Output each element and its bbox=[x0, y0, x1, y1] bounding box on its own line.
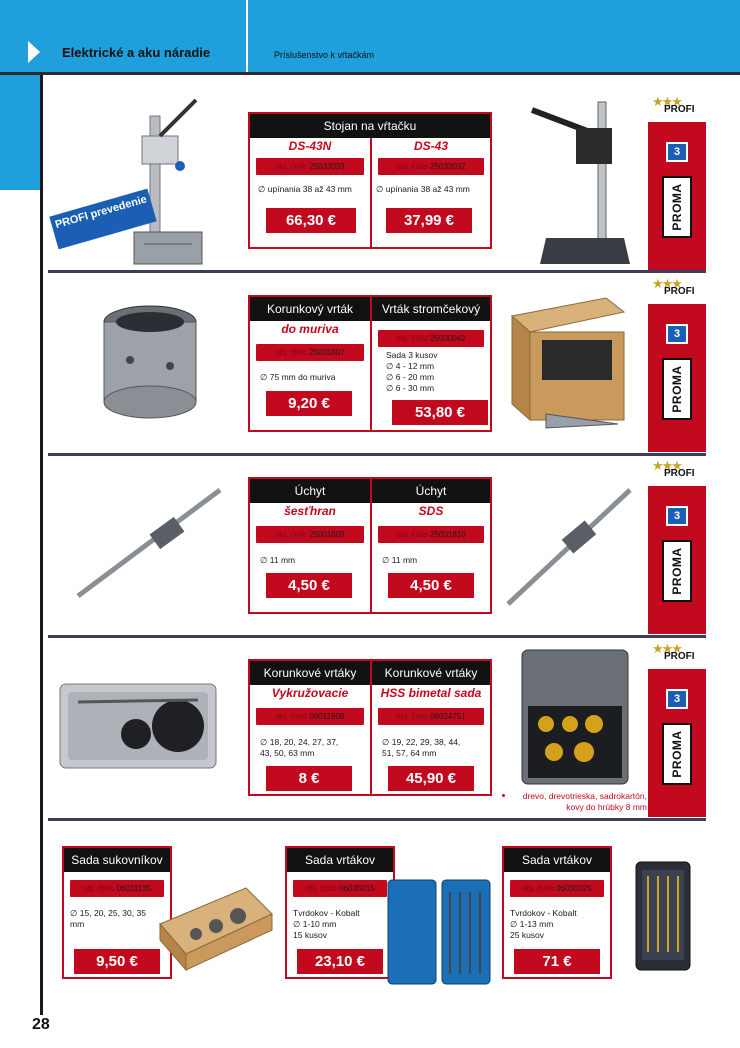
profi-label: PROFI bbox=[664, 468, 695, 479]
price-tag: 4,50 € bbox=[388, 573, 474, 598]
product-title: Stojan na vŕtačku bbox=[250, 114, 490, 138]
order-code bbox=[378, 158, 484, 175]
product-box-drill-set-15 bbox=[285, 846, 395, 979]
price-tag: 8 € bbox=[266, 766, 352, 791]
variant-desc: Sada 3 kusov ∅ 4 - 12 mm ∅ 6 - 20 mm ∅ 6 - 30 mm bbox=[386, 350, 438, 393]
proma-logo-text: PROMA bbox=[670, 547, 684, 595]
product-variant bbox=[370, 297, 490, 430]
brand-logo-number: 3 bbox=[673, 693, 681, 705]
order-code bbox=[510, 880, 604, 897]
order-code-label: obj. číslo bbox=[275, 712, 308, 721]
profi-badge bbox=[652, 276, 708, 306]
proma-logo-text: PROMA bbox=[670, 730, 684, 778]
price-tag: 4,50 € bbox=[266, 573, 352, 598]
order-code-label: obj. číslo bbox=[396, 712, 428, 721]
header-arrow-icon bbox=[28, 41, 40, 63]
product-variant bbox=[370, 479, 490, 612]
variant-name: DS-43N bbox=[288, 139, 332, 153]
row-separator bbox=[48, 453, 706, 456]
product-title: Korunkové vrtáky bbox=[372, 661, 490, 685]
product-variant bbox=[250, 297, 370, 430]
brand-strip bbox=[648, 669, 706, 817]
brand-logo-number: 3 bbox=[673, 510, 681, 522]
header-divider bbox=[0, 72, 740, 75]
variant-name: SDS bbox=[418, 504, 444, 518]
variant-desc: ∅ upínania 38 až 43 mm bbox=[376, 184, 470, 194]
brand-strip bbox=[648, 122, 706, 270]
order-code bbox=[256, 526, 364, 543]
price-tag: 71 € bbox=[514, 949, 600, 974]
product-variant bbox=[370, 661, 490, 794]
order-code-value: 06024751 bbox=[430, 712, 466, 721]
order-code bbox=[378, 330, 484, 347]
product-box-drill-stand bbox=[248, 112, 492, 249]
hex-adapter-image bbox=[70, 484, 230, 602]
variant-name: šesťhran bbox=[284, 504, 336, 518]
order-code bbox=[378, 708, 484, 725]
profi-ribbon: PROFI prevedenie bbox=[49, 189, 156, 250]
product-box-adapter bbox=[248, 477, 492, 614]
brand-logo-icon bbox=[666, 506, 688, 526]
brand-logo-icon bbox=[666, 142, 688, 162]
product-variant bbox=[370, 138, 490, 247]
proma-logo bbox=[662, 540, 692, 602]
order-code-label: obj. číslo bbox=[305, 884, 337, 893]
product-title: Korunkové vrtáky bbox=[250, 661, 370, 685]
order-code-label: obj. číslo bbox=[275, 530, 307, 539]
variant-desc: ∅ 18, 20, 24, 27, 37, 43, 50, 63 mm bbox=[260, 737, 339, 758]
drill-stand-image bbox=[524, 96, 634, 271]
proma-logo bbox=[662, 358, 692, 420]
order-code bbox=[293, 880, 387, 897]
proma-logo-text: PROMA bbox=[670, 183, 684, 231]
proma-logo bbox=[662, 723, 692, 785]
variant-desc: ∅ 11 mm bbox=[260, 555, 296, 565]
price-tag: 23,10 € bbox=[297, 949, 383, 974]
order-code bbox=[256, 708, 364, 725]
product-title: Úchyt bbox=[250, 479, 370, 503]
order-code-value: 06011135 bbox=[116, 884, 152, 893]
side-tab bbox=[0, 75, 40, 190]
order-code-label: obj. číslo bbox=[275, 162, 307, 171]
material-note: drevo, drevotrieska, sadrokartón, kovy do hrúbky 8 mm bbox=[522, 791, 647, 812]
variant-desc: ∅ 75 mm do muriva bbox=[260, 372, 336, 382]
bimetal-case-image bbox=[520, 648, 630, 786]
drill-case-blue-image bbox=[386, 878, 492, 986]
order-code-value: 25001809 bbox=[309, 530, 345, 539]
order-code-value: 06035025 bbox=[556, 884, 592, 893]
profi-badge bbox=[652, 641, 708, 671]
price-tag: 45,90 € bbox=[388, 766, 474, 791]
section-title: Elektrické a aku náradie bbox=[62, 45, 211, 60]
brand-logo-number: 3 bbox=[673, 146, 681, 158]
product-variant bbox=[250, 661, 370, 794]
product-desc: ∅ 15, 20, 25, 30, 35 mm bbox=[70, 908, 146, 929]
product-desc: Tvrdokov - Kobalt ∅ 1-10 mm 15 kusov bbox=[293, 908, 360, 940]
product-title: Sada sukovníkov bbox=[64, 848, 170, 872]
profi-label: PROFI bbox=[664, 286, 695, 297]
price-tag: 37,99 € bbox=[386, 208, 472, 233]
forstner-box-image bbox=[156, 884, 276, 974]
profi-badge bbox=[652, 94, 708, 124]
variant-desc: ∅ upínania 38 až 43 mm bbox=[258, 184, 352, 194]
price-tag: 53,80 € bbox=[392, 400, 488, 425]
profi-label: PROFI bbox=[664, 104, 695, 115]
order-code-value: 25001807 bbox=[309, 348, 345, 357]
product-desc: Tvrdokov - Kobalt ∅ 1-13 mm 25 kusov bbox=[510, 908, 577, 940]
profi-badge bbox=[652, 458, 708, 488]
stars-icon: ★★★ bbox=[652, 458, 681, 473]
proma-logo bbox=[662, 176, 692, 238]
product-title: Korunkový vrták bbox=[250, 297, 370, 321]
order-code bbox=[256, 344, 364, 361]
drill-stand-profi-image bbox=[120, 96, 210, 271]
product-title: Sada vrtákov bbox=[287, 848, 393, 872]
variant-name: do muriva bbox=[281, 322, 339, 336]
step-drill-box-image bbox=[508, 292, 630, 438]
brand-strip bbox=[648, 486, 706, 634]
section-subtitle: Príslušenstvo k vŕtačkám bbox=[274, 50, 375, 60]
stars-icon: ★★★ bbox=[652, 641, 681, 656]
product-variant bbox=[250, 479, 370, 612]
brand-logo-number: 3 bbox=[673, 328, 681, 340]
order-code-value: 25033033 bbox=[309, 162, 345, 171]
product-box-core-drill bbox=[248, 295, 492, 432]
brand-logo-icon bbox=[666, 689, 688, 709]
variant-desc: ∅ 19, 22, 29, 38, 44, 51, 57, 64 mm bbox=[382, 737, 461, 758]
order-code-label: obj. číslo bbox=[522, 884, 554, 893]
page-number: 28 bbox=[32, 1016, 50, 1033]
order-code-value: 25000042 bbox=[430, 334, 466, 343]
order-code bbox=[378, 526, 484, 543]
variant-name: Vykružovacie bbox=[271, 686, 349, 700]
drill-case-dark-image bbox=[634, 860, 692, 972]
page-rule bbox=[40, 75, 43, 1015]
sds-adapter-image bbox=[502, 484, 636, 610]
order-code-label: obj. číslo bbox=[396, 530, 428, 539]
header-right-bar bbox=[248, 0, 740, 72]
order-code-label: obj. číslo bbox=[396, 334, 428, 343]
hole-saw-set-image bbox=[58, 682, 218, 770]
order-code-value: 25001810 bbox=[430, 530, 466, 539]
order-code-value: 25033032 bbox=[430, 162, 466, 171]
variant-name: DS-43 bbox=[413, 139, 448, 153]
brand-logo-icon bbox=[666, 324, 688, 344]
order-code bbox=[70, 880, 164, 897]
price-tag: 9,50 € bbox=[74, 949, 160, 974]
proma-logo-text: PROMA bbox=[670, 365, 684, 413]
profi-label: PROFI bbox=[664, 651, 695, 662]
variant-name: HSS bimetal sada bbox=[380, 686, 482, 700]
product-title: Sada vrtákov bbox=[504, 848, 610, 872]
product-variant bbox=[250, 138, 370, 247]
product-box-drill-set-25 bbox=[502, 846, 612, 979]
stars-icon: ★★★ bbox=[652, 94, 681, 109]
product-box-hole-saws bbox=[248, 659, 492, 796]
price-tag: 66,30 € bbox=[266, 208, 356, 233]
order-code-value: 06011808 bbox=[309, 712, 345, 721]
product-title: Vrták stromčekový bbox=[372, 297, 490, 321]
price-tag: 9,20 € bbox=[266, 391, 352, 416]
variant-desc: ∅ 11 mm bbox=[382, 555, 418, 565]
row-separator bbox=[48, 635, 706, 638]
order-code-value: 06035015 bbox=[339, 884, 375, 893]
order-code-label: obj. číslo bbox=[82, 884, 115, 893]
brand-strip bbox=[648, 304, 706, 452]
order-code-label: obj. číslo bbox=[396, 162, 428, 171]
stars-icon: ★★★ bbox=[652, 276, 681, 291]
row-separator bbox=[48, 818, 706, 821]
product-title: Úchyt bbox=[372, 479, 490, 503]
order-code bbox=[256, 158, 364, 175]
order-code-label: obj. číslo bbox=[275, 348, 307, 357]
core-drill-image bbox=[100, 300, 200, 420]
